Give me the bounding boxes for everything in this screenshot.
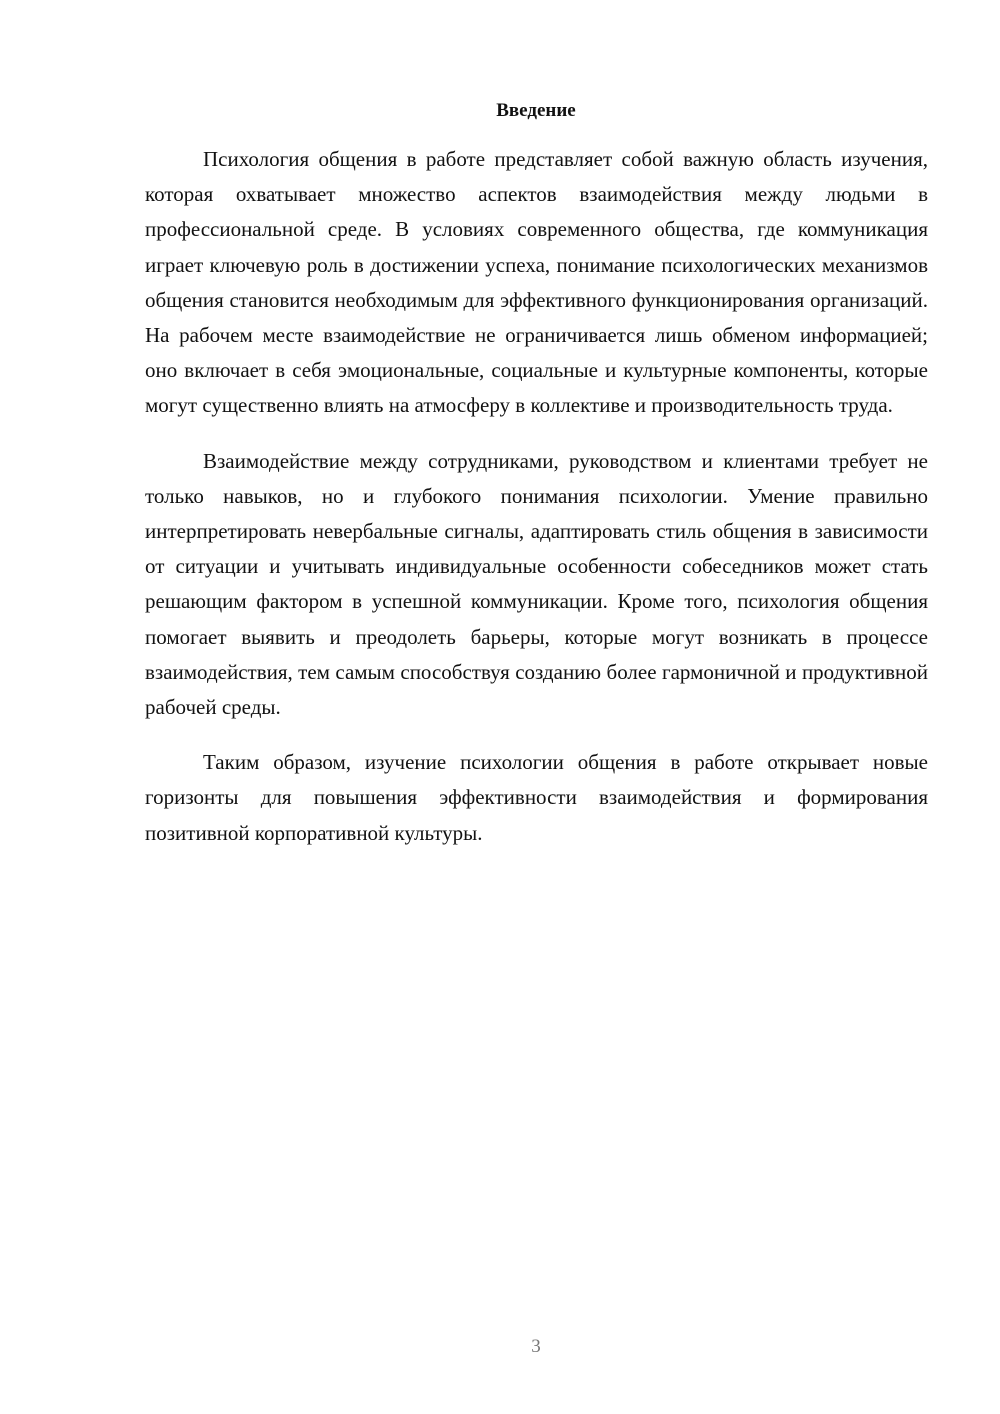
paragraph-2: Взаимодействие между сотрудниками, руководством и клиентами требует не только навыков, но и глубокого понимания психологии. Умение правильно интерпретировать невербальные сигналы, адаптировать стиль общения в зависимости от ситуации и учитывать индивидуальные особенности собеседников может стать решающим фактором в успешной коммуникации. Кроме того, психология общения помогает выявить и преодолеть барьеры, которые могут возникать в процессе взаимодействия, тем самым способствуя созданию более гармоничной и продуктивной рабочей среды. (145, 448, 928, 720)
page-number: 3 (531, 1336, 541, 1357)
section-heading: Введение (496, 100, 576, 121)
paragraph-3: Таким образом, изучение психологии общения в работе открывает новые горизонты для повышения эффективности взаимодействия и формирования позитивной корпоративной культуры. (145, 750, 928, 845)
paragraph-1: Психология общения в работе представляет собой важную область изучения, которая охватывает множество аспектов взаимодействия между людьми в профессиональной среде. В условиях современного общества, где коммуникация играет ключевую роль в достижении успеха, понимание психологических механизмов общения становится необходимым для эффективного функционирования организаций. На рабочем месте взаимодействие не ограничивается лишь обменом информацией; оно включает в себя эмоциональные, социальные и культурные компоненты, которые могут существенно влиять на атмосферу в коллективе и производительность труда. (145, 147, 928, 418)
body-text (145, 142, 928, 871)
